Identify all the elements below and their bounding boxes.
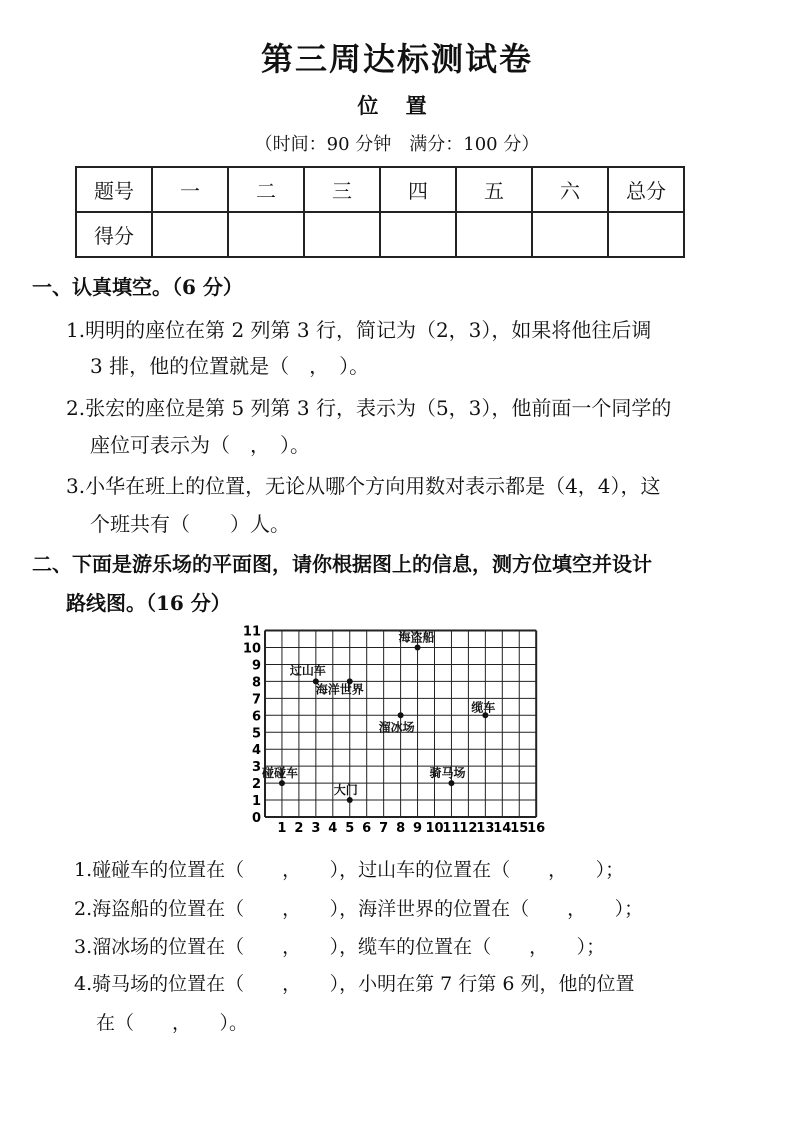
page-subtitle: 位 置 [357,93,437,118]
score-input-cell[interactable] [228,212,304,257]
x-tick-label: 6 [362,821,372,835]
location-point [398,712,404,718]
score-table [75,166,685,258]
location-label: 过山车 [289,663,326,678]
question-1-1-cont: 3 排，他的位置就是（ ， ）。 [90,354,370,378]
location-label: 骑马场 [429,766,466,781]
x-tick-label: 13 [476,821,495,835]
section2-heading: 二、下面是游乐场的平面图，请你根据图上的信息，测方位填空并设计 [32,552,652,576]
score-cell: 六 [532,167,608,212]
score-cell: 四 [380,167,456,212]
y-tick-label: 4 [251,743,261,759]
x-tick-label: 4 [328,821,338,835]
x-tick-label: 3 [311,821,321,835]
x-tick-label: 1 [277,821,287,835]
location-point [415,645,421,651]
grid-question-2: 2.海盗船的位置在（ ， ），海洋世界的位置在（ ， ）； [74,898,644,920]
y-tick-label: 3 [251,760,261,776]
location-label: 海盗船 [398,630,435,645]
question-1-3: 3.小华在班上的位置，无论从哪个方向用数对表示都是（4，4），这 [66,474,661,498]
grid-question-3: 3.溜冰场的位置在（ ， ），缆车的位置在（ ， ）； [74,936,606,958]
x-tick-label: 7 [379,821,389,835]
score-cell: 三 [304,167,380,212]
location-point [347,797,353,803]
page-title: 第三周达标测试卷 [260,40,533,78]
section2-heading-cont: 路线图。（16 分） [66,591,231,615]
score-input-cell[interactable] [380,212,456,257]
score-input-cell[interactable] [456,212,532,257]
location-point [279,780,285,786]
score-table-header-row [76,167,684,212]
grid-question-4: 4.骑马场的位置在（ ， ），小明在第 7 行第 6 列，他的位置 [74,973,635,995]
exam-meta: （时间：90 分钟 满分：100 分） [254,134,540,155]
y-tick-label: 1 [251,794,261,810]
x-tick-label: 9 [413,821,423,835]
x-tick-label: 14 [493,821,512,835]
amusement-park-grid [240,623,560,835]
y-tick-label: 2 [251,777,261,793]
score-cell: 总分 [608,167,684,212]
grid-question-1: 1.碰碰车的位置在（ ， ），过山车的位置在（ ， ）； [74,859,625,881]
section1-heading: 一、认真填空。（6 分） [32,275,243,299]
x-tick-label: 2 [294,821,304,835]
location-label: 海洋世界 [315,682,364,697]
y-tick-label: 10 [242,641,261,657]
y-tick-label: 6 [251,709,261,725]
score-cell: 得分 [76,212,152,257]
location-label: 溜冰场 [378,720,415,735]
y-tick-label: 11 [242,624,261,640]
x-tick-label: 8 [396,821,406,835]
score-input-cell[interactable] [608,212,684,257]
x-tick-label: 5 [345,821,355,835]
x-tick-label: 10 [425,821,444,835]
y-tick-label: 8 [251,675,261,691]
question-1-2: 2.张宏的座位是第 5 列第 3 行，表示为（5，3），他前面一个同学的 [66,396,672,420]
x-tick-label: 11 [442,821,461,835]
score-input-cell[interactable] [532,212,608,257]
grid-question-4-cont: 在（ ， ）。 [96,1012,249,1034]
location-label: 缆车 [471,700,496,715]
location-point [448,780,454,786]
location-label: 大门 [333,783,358,798]
x-tick-label: 12 [459,821,478,835]
y-tick-label: 5 [251,726,261,742]
y-tick-label: 0 [251,811,261,826]
question-1-3-cont: 个班共有（ ）人。 [90,512,290,536]
y-tick-label: 7 [251,692,261,708]
score-cell: 题号 [76,167,152,212]
score-input-cell[interactable] [152,212,228,257]
y-tick-label: 9 [251,658,261,674]
location-label: 碰碰车 [261,766,298,781]
score-cell: 二 [228,167,304,212]
score-table-score-row [76,212,684,257]
score-cell: 一 [152,167,228,212]
score-input-cell[interactable] [304,212,380,257]
x-tick-label: 16 [527,821,546,835]
question-1-2-cont: 座位可表示为（ ， ）。 [90,433,310,457]
score-cell: 五 [456,167,532,212]
x-tick-label: 15 [510,821,529,835]
question-1-1: 1.明明的座位在第 2 列第 3 行，简记为（2，3），如果将他往后调 [66,318,652,342]
